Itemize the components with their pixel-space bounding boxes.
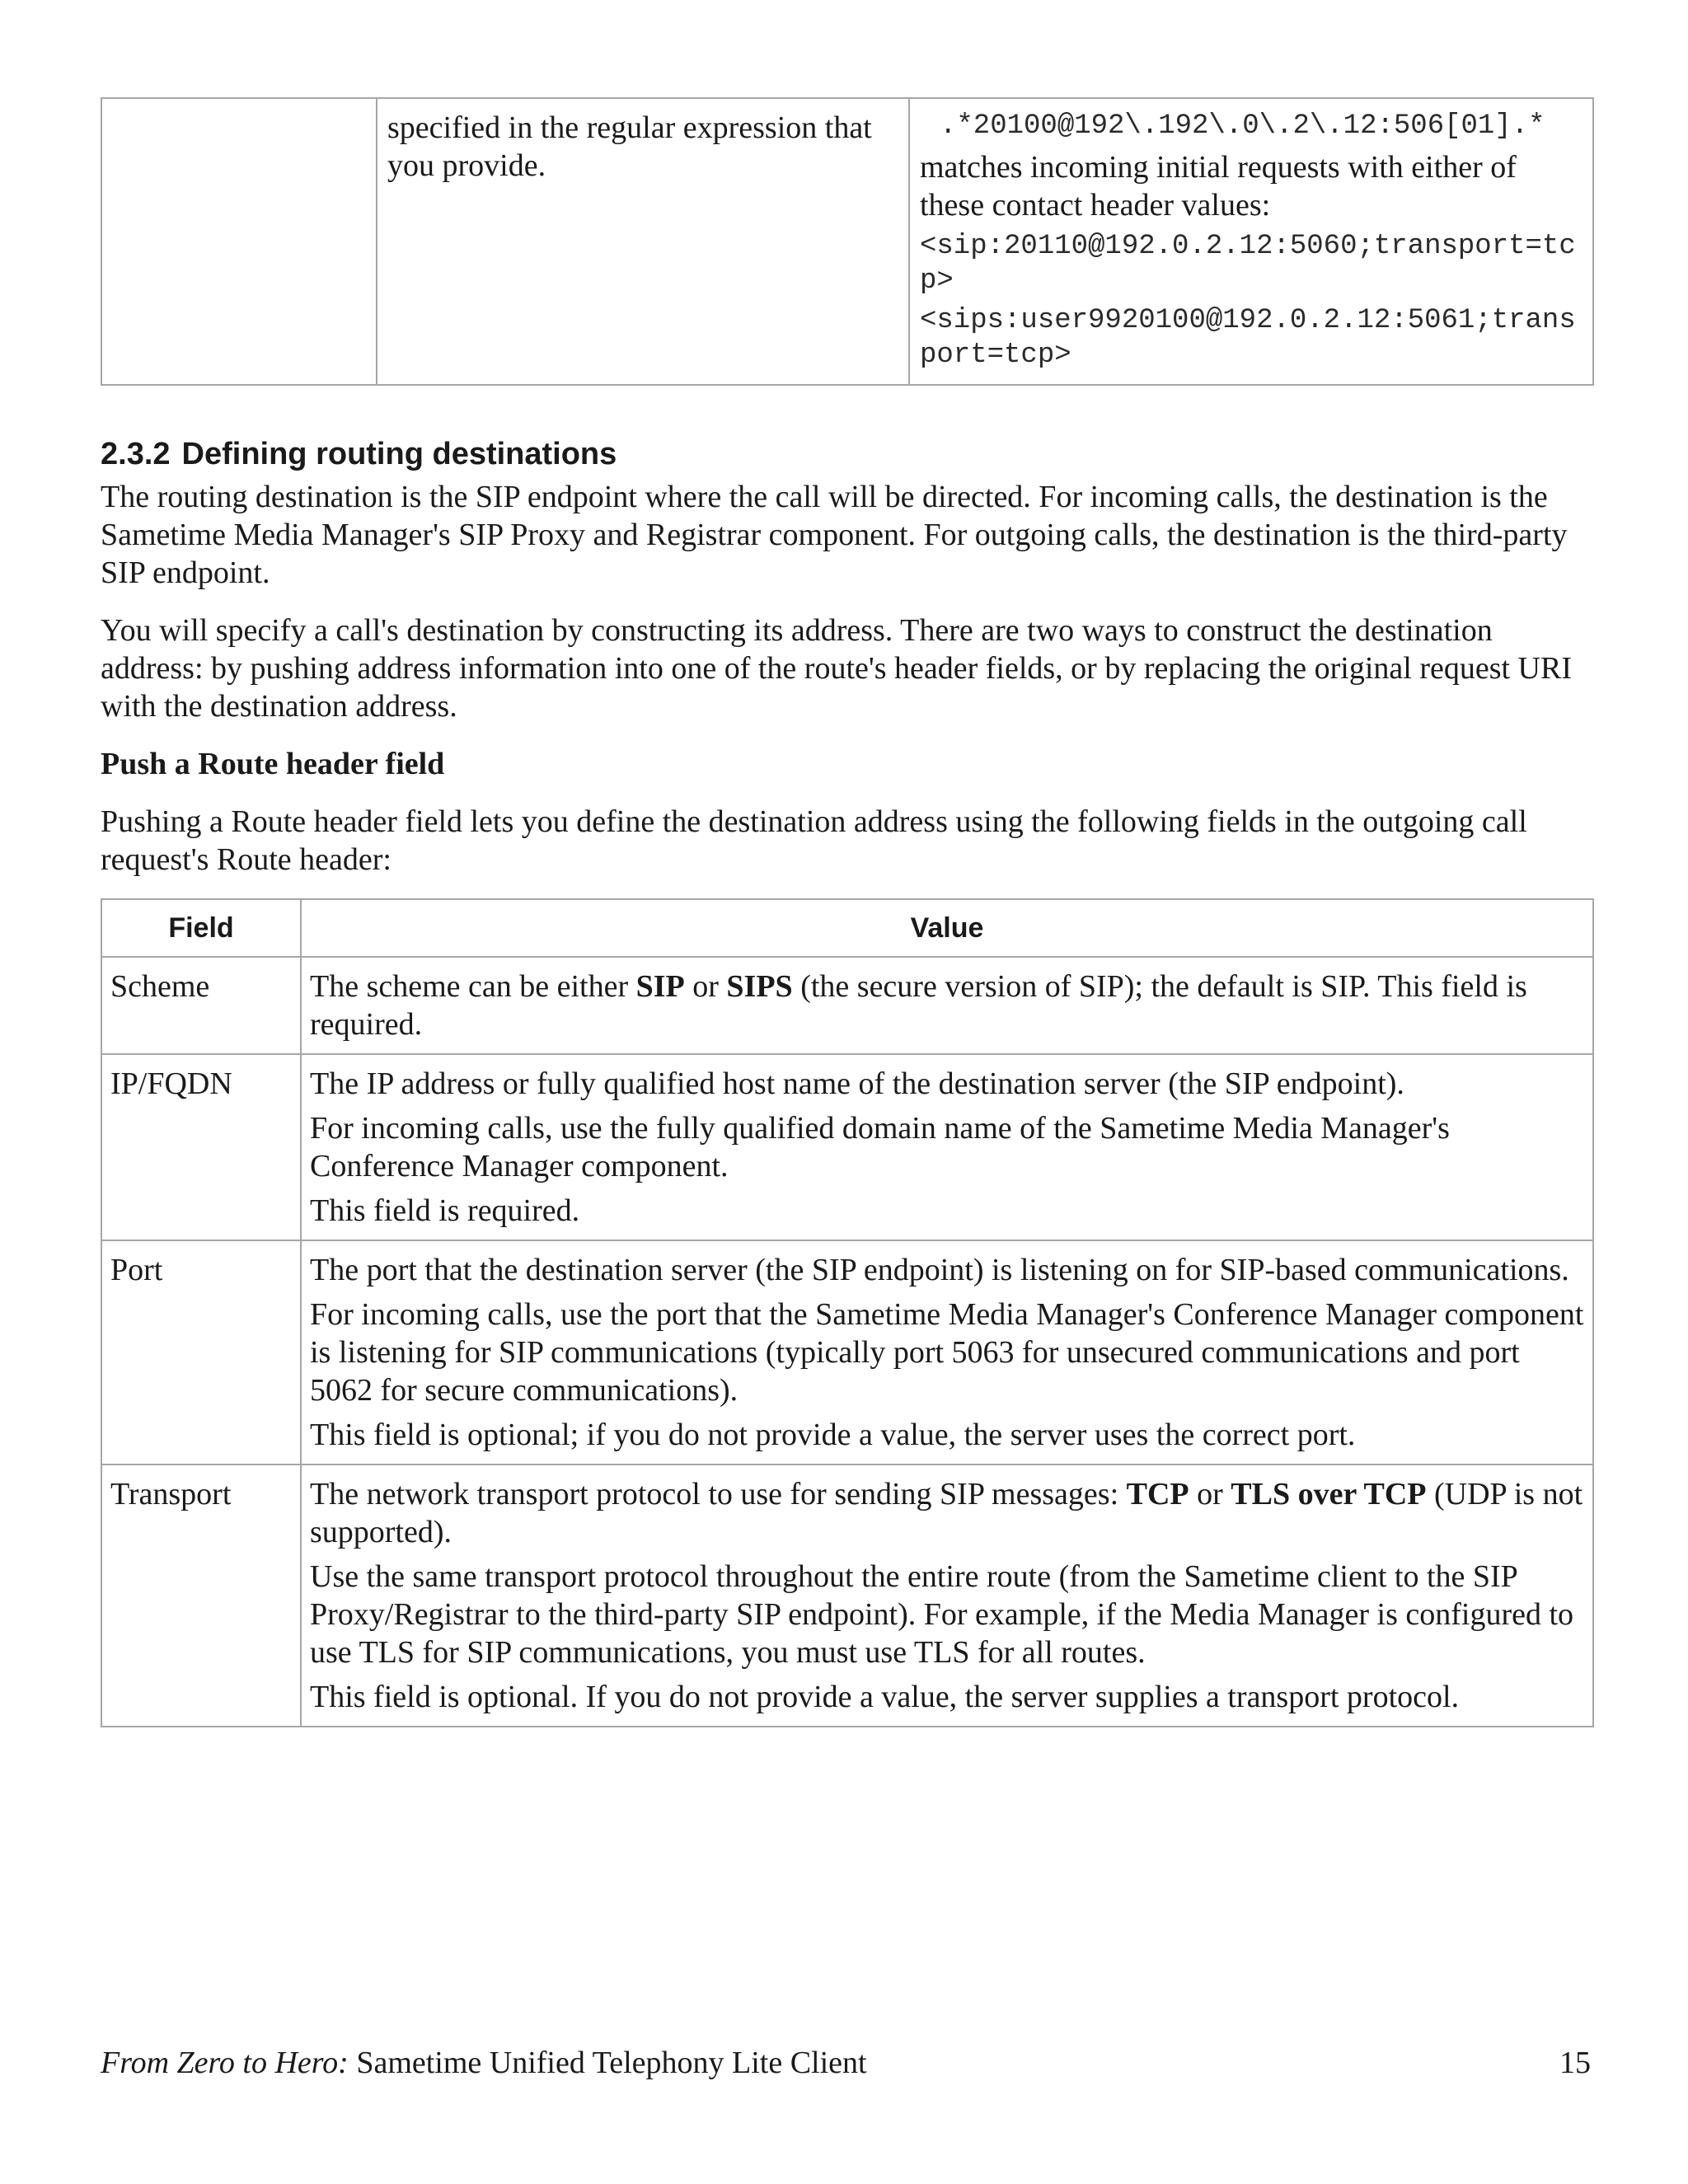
footer-title (101, 2044, 867, 2082)
text-run: The network transport protocol to use for sending SIP messages: (310, 1477, 1127, 1511)
field-name: Port (101, 1240, 301, 1465)
value-text: Use the same transport protocol throughout the entire route (from the Sametime client to the SIP Proxy/Registrar to the third-party SIP endpoint). For example, if the Media Manager is configured to use TLS for SIP communications, you must use TLS for all routes. (310, 1559, 1574, 1670)
route-fields-table (101, 898, 1594, 1727)
example-cell (909, 98, 1593, 385)
bold-term: TCP (1126, 1477, 1189, 1511)
field-value (301, 1465, 1593, 1727)
value-text (310, 968, 1584, 1043)
footer-title-italic: From Zero to Hero: (101, 2046, 349, 2080)
section-heading (101, 435, 1594, 473)
text-run: or (684, 969, 727, 1004)
text-run: or (1189, 1477, 1231, 1511)
document-page (101, 97, 1594, 1727)
value-text: This field is optional; if you do not provide a value, the server uses the correct port. (310, 1418, 1356, 1452)
subheading: Push a Route header field (101, 747, 445, 781)
value-text (310, 1475, 1584, 1551)
field-name: Scheme (101, 957, 301, 1054)
section-title: Defining routing destinations (181, 437, 617, 471)
regex-example: .*20100@192\.192\.0\.2\.12:506[01].* (940, 110, 1545, 142)
field-value (301, 957, 1593, 1054)
table-row (101, 1240, 1593, 1465)
empty-cell (101, 98, 377, 385)
value-text: For incoming calls, use the fully qualified domain name of the Sametime Media Manager's Conference Manager component. (310, 1111, 1450, 1183)
text-run: (the secure version of SIP); the default is SIP. This field is required. (310, 969, 1527, 1042)
example-description: matches incoming initial requests with either of these contact header values: (920, 150, 1517, 223)
value-text: For incoming calls, use the port that the Sametime Media Manager's Conference Manager component is listening for SIP communications (typically port 5063 for unsecured communications and port 5062 for secure communications). (310, 1297, 1584, 1408)
table-row (101, 1054, 1593, 1240)
table-row (101, 98, 1593, 385)
field-value (301, 1054, 1593, 1240)
value-text: The port that the destination server (the SIP endpoint) is listening on for SIP-based communications. (310, 1253, 1569, 1287)
page-number: 15 (1559, 2046, 1591, 2080)
text-run: The scheme can be either (310, 969, 636, 1004)
footer-title-rest: Sametime Unified Telephony Lite Client (348, 2046, 867, 2080)
paragraph: Pushing a Route header field lets you define the destination address using the following fields in the outgoing call request's Route header: (101, 804, 1527, 877)
contact-header-value: <sip:20110@192.0.2.12:5060;transport=tcp> (920, 231, 1576, 297)
regex-example-table (101, 97, 1594, 386)
value-text: This field is optional. If you do not provide a value, the server supplies a transport protocol. (310, 1680, 1460, 1714)
paragraph: You will specify a call's destination by constructing its address. There are two ways to construct the destination address: by pushing address information into one of the route's header fields, or by replacing the original request URI with the destination address. (101, 613, 1572, 724)
table-header-row (101, 899, 1593, 957)
column-header-value: Value (301, 899, 1593, 957)
description-cell (377, 98, 909, 385)
bold-term: SIP (635, 969, 685, 1004)
field-name: Transport (101, 1465, 301, 1727)
field-name: IP/FQDN (101, 1054, 301, 1240)
paragraph: The routing destination is the SIP endpoint where the call will be directed. For incoming calls, the destination is the Sametime Media Manager's SIP Proxy and Registrar component. For outgoing calls, the destination is the third-party SIP endpoint. (101, 480, 1568, 590)
field-value (301, 1240, 1593, 1465)
table-row (101, 957, 1593, 1054)
text-run: (UDP is not supported). (310, 1477, 1583, 1549)
description-text: specified in the regular expression that you provide. (387, 110, 872, 183)
contact-header-value: <sips:user9920100@192.0.2.12:5061;transport=tcp> (920, 305, 1576, 371)
table-row (101, 1465, 1593, 1727)
bold-term: TLS over TCP (1231, 1477, 1427, 1511)
bold-term: SIPS (726, 969, 793, 1004)
column-header-field: Field (101, 899, 301, 957)
section-number: 2.3.2 (101, 437, 171, 471)
value-text: The IP address or fully qualified host name of the destination server (the SIP endpoint). (310, 1066, 1404, 1101)
value-text: This field is required. (310, 1193, 580, 1228)
